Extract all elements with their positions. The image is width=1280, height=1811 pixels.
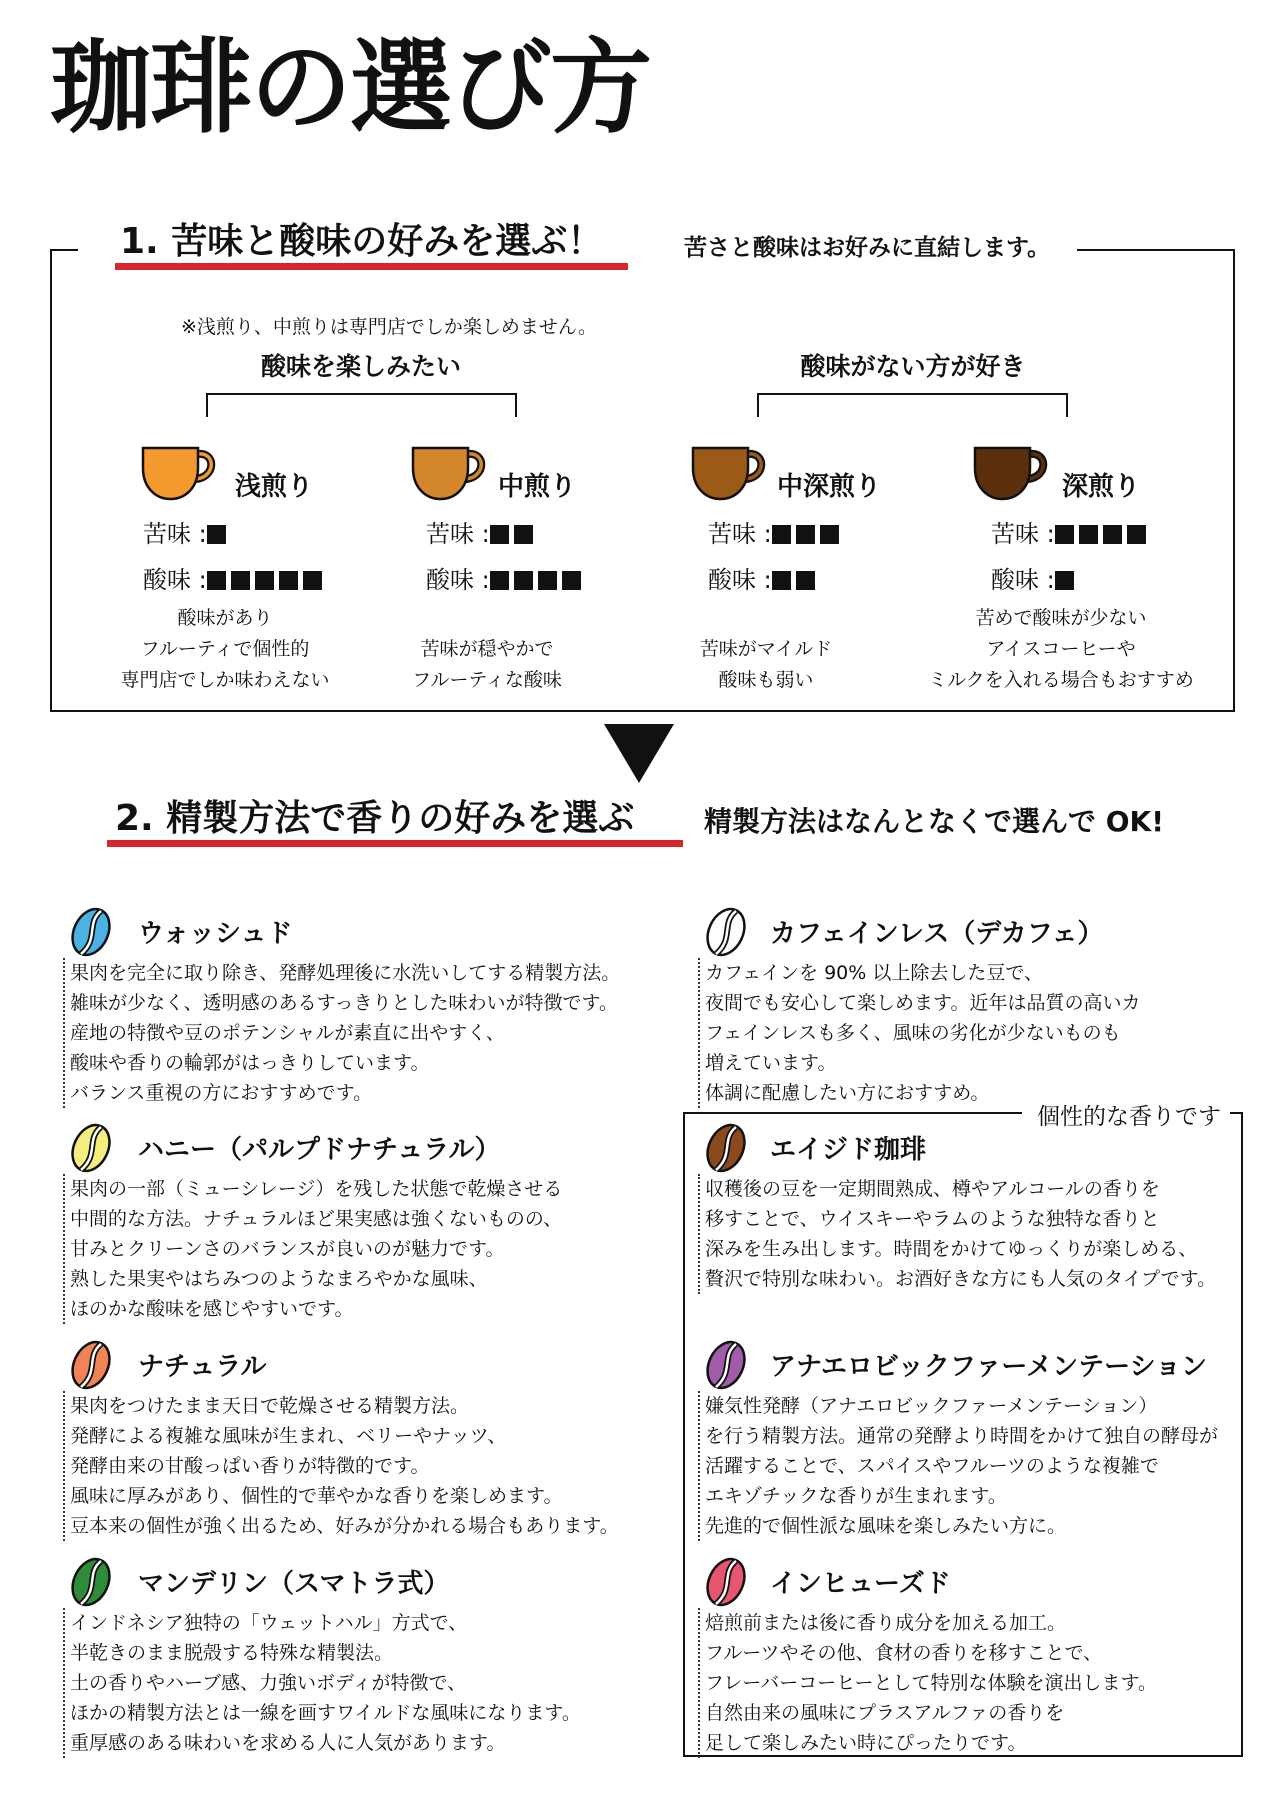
roast-description-line: フルーティな酸味 [412, 669, 562, 691]
coffee-bean-icon [701, 1121, 751, 1175]
aroma-box-top-left [683, 1112, 1022, 1114]
roast-description [85, 603, 365, 696]
method-description [63, 1608, 670, 1758]
method-description [63, 1391, 670, 1541]
acidity-label: 酸味 : [708, 566, 772, 594]
method-description [698, 1174, 1240, 1294]
coffee-bean-icon [66, 1338, 116, 1392]
method-line: フレーバーコーヒーとして特別な体験を演出します。 [705, 1672, 1158, 1694]
method-line: 中間的な方法。ナチュラルほど果実感は強くないものの、 [70, 1208, 563, 1230]
level-square [231, 571, 250, 590]
method-line: 風味に厚みがあり、個性的で華やかな香りを楽しめます。 [70, 1485, 563, 1507]
level-square [207, 525, 226, 544]
coffee-bean-icon [701, 1555, 751, 1609]
bitterness-level [207, 520, 231, 548]
method-line: 移すことで、ウイスキーやラムのような独特な香りと [705, 1208, 1160, 1230]
method-line: フルーツやその他、食材の香りを移すことで、 [705, 1642, 1103, 1664]
method-line: 発酵由来の甘酸っぱい香りが特徴的です。 [70, 1455, 430, 1477]
level-square [820, 525, 839, 544]
method-line: 豆本来の個性が強く出るため、好みが分かれる場合もあります。 [70, 1515, 619, 1537]
group-label-non-acidic: 酸味がない方が好き [800, 352, 1026, 381]
level-square [1079, 525, 1098, 544]
roast-description [347, 603, 627, 696]
bitterness-level [490, 520, 538, 548]
acidity-level [207, 566, 327, 594]
method-line: 雑味が少なく、透明感のあるすっきりとした味わいが特徴です。 [70, 992, 618, 1014]
method-title: エイジド珈琲 [770, 1135, 927, 1165]
method-description [698, 958, 1240, 1108]
bitterness-row [426, 520, 538, 548]
method-title: ナチュラル [138, 1352, 267, 1382]
method-line: 贅沢で特別な味わい。お酒好きな方にも人気のタイプです。 [705, 1268, 1217, 1290]
method-line: インドネシア独特の「ウェットハル」方式で、 [70, 1612, 468, 1634]
level-square [514, 525, 533, 544]
roast-note: ※浅煎り、中煎りは専門店でしか楽しめません。 [181, 316, 598, 338]
method-title: カフェインレス（デカフェ） [770, 919, 1104, 949]
coffee-bean-icon [701, 905, 751, 959]
method-line: 夜間でも安心して楽しめます。近年は品質の高いカ [705, 992, 1141, 1014]
roast-description [626, 603, 906, 696]
group-label-acidic: 酸味を楽しみたい [260, 352, 461, 381]
level-square [207, 571, 226, 590]
method-line: ほかの精製方法とは一線を画すワイルドな風味になります。 [70, 1702, 581, 1724]
method-line: 自然由来の風味にプラスアルファの香りを [705, 1702, 1065, 1724]
down-triangle-icon [604, 724, 674, 783]
coffee-cup-icon [410, 444, 488, 502]
level-square [255, 571, 274, 590]
method-line: カフェインを 90% 以上除去した豆で、 [705, 962, 1043, 984]
level-square [1127, 525, 1146, 544]
method-line: 焙煎前または後に香り成分を加える加工。 [705, 1612, 1067, 1634]
method-line: 土の香りやハーブ感、力強いボディが特徴で、 [70, 1672, 467, 1694]
aroma-box-top-right [1230, 1112, 1243, 1114]
section2-tagline: 精製方法はなんとなくで選んで OK! [704, 805, 1165, 838]
coffee-cup-icon [972, 444, 1050, 502]
roast-box-top-right [1077, 249, 1235, 251]
roast-description-line: 苦味が穏やかで [420, 638, 554, 660]
section1-heading: 1. 苦味と酸味の好みを選ぶ！ [120, 221, 604, 262]
section1-tagline: 苦さと酸味はお好みに直結します。 [684, 235, 1051, 261]
method-line: フェインレスも多く、風味の劣化が少ないものも [705, 1022, 1121, 1044]
roast-description-line: アイスコーヒーや [986, 638, 1136, 660]
method-line: 深みを生み出します。時間をかけてゆっくりが楽しめる、 [705, 1238, 1198, 1260]
method-title: ハニー（パルプドナチュラル） [138, 1135, 501, 1165]
level-square [490, 525, 509, 544]
group-bracket-non-acidic [757, 393, 1068, 417]
method-line: バランス重視の方におすすめです。 [70, 1082, 373, 1104]
method-line: 嫌気性発酵（アナエロビックファーメンテーション） [705, 1395, 1158, 1417]
acidity-row [143, 566, 327, 594]
method-description [698, 1391, 1240, 1541]
method-title: マンデリン（スマトラ式） [138, 1569, 450, 1599]
level-square [538, 571, 557, 590]
acidity-level [490, 566, 586, 594]
method-line: 酸味や香りの輪郭がはっきりしています。 [70, 1052, 430, 1074]
coffee-bean-icon [66, 1555, 116, 1609]
level-square [772, 525, 791, 544]
method-line: 産地の特徴や豆のポテンシャルが素直に出やすく、 [70, 1022, 505, 1044]
roast-name: 中煎り [498, 472, 577, 502]
roast-description-line: 苦めで酸味が少ない [975, 607, 1147, 629]
bitterness-level [772, 520, 844, 548]
level-square [1103, 525, 1122, 544]
method-line: 足して楽しみたい時にぴったりです。 [705, 1732, 1027, 1754]
method-description [63, 958, 670, 1108]
bitterness-label: 苦味 : [991, 520, 1055, 548]
method-title: ウォッシュド [138, 919, 293, 949]
method-title: アナエロビックファーメンテーション [770, 1352, 1208, 1382]
acidity-level [1055, 566, 1079, 594]
roast-description [911, 603, 1211, 696]
method-line: 先進的で個性派な風味を楽しみたい方に。 [705, 1515, 1067, 1537]
method-line: 体調に配慮したい方におすすめ。 [705, 1082, 990, 1104]
bitterness-label: 苦味 : [426, 520, 490, 548]
method-line: 活躍することで、スパイスやフルーツのような複雑で [705, 1455, 1159, 1477]
page-title: 珈琲の選び方 [50, 29, 650, 148]
method-line: 甘みとクリーンさのバランスが良いのが魅力です。 [70, 1238, 505, 1260]
level-square [1055, 525, 1074, 544]
method-line: 重厚感のある味わいを求める人に人気があります。 [70, 1732, 506, 1754]
acidity-row [991, 566, 1079, 594]
method-line: を行う精製方法。通常の発酵より時間をかけて独自の酵母が [705, 1425, 1219, 1447]
method-line: 半乾きのまま脱殻する特殊な精製法。 [70, 1642, 394, 1664]
roast-name: 中深煎り [777, 472, 882, 502]
roast-description-line: フルーティで個性的 [140, 638, 310, 660]
level-square [1055, 571, 1074, 590]
level-square [796, 525, 815, 544]
level-square [279, 571, 298, 590]
method-line: 果肉を完全に取り除き、発酵処理後に水洗いしてする精製方法。 [70, 962, 621, 984]
acidity-row [708, 566, 820, 594]
acidity-row [426, 566, 586, 594]
bitterness-label: 苦味 : [143, 520, 207, 548]
acidity-label: 酸味 : [426, 566, 490, 594]
coffee-cup-icon [690, 444, 768, 502]
roast-description-line: 酸味も弱い [718, 669, 814, 691]
method-line: 熟した果実やはちみつのようなまろやかな風味、 [70, 1268, 488, 1290]
section2-heading: 2. 精製方法で香りの好みを選ぶ [115, 798, 635, 839]
method-line: 発酵による複雑な風味が生まれ、ベリーやナッツ、 [70, 1425, 507, 1447]
method-description [698, 1608, 1240, 1758]
roast-name: 深煎り [1062, 472, 1141, 502]
method-line: 果肉をつけたまま天日で乾燥させる精製方法。 [70, 1395, 470, 1417]
section2-heading-underline [107, 840, 683, 847]
level-square [796, 571, 815, 590]
level-square [490, 571, 509, 590]
roast-description-line: 専門店でしか味わえない [120, 669, 330, 691]
method-line: 収穫後の豆を一定期間熟成、樽やアルコールの香りを [705, 1178, 1160, 1200]
method-line: エキゾチックな香りが生まれます。 [705, 1485, 1007, 1507]
method-description [63, 1174, 670, 1324]
group-bracket-acidic [206, 393, 517, 417]
level-square [514, 571, 533, 590]
coffee-bean-icon [66, 1121, 116, 1175]
method-title: インヒューズド [770, 1569, 951, 1599]
acidity-label: 酸味 : [991, 566, 1055, 594]
acidity-label: 酸味 : [143, 566, 207, 594]
method-line: 増えています。 [705, 1052, 837, 1074]
method-line: ほのかな酸味を感じやすいです。 [70, 1298, 354, 1320]
roast-description-line: 苦味がマイルド [699, 638, 833, 660]
bitterness-label: 苦味 : [708, 520, 772, 548]
roast-description-line: ミルクを入れる場合もおすすめ [928, 669, 1194, 691]
bitterness-row [991, 520, 1151, 548]
method-line: 果肉の一部（ミューシレージ）を残した状態で乾燥させる [70, 1178, 563, 1200]
aroma-box-label: 個性的な香りです [1037, 1104, 1221, 1130]
level-square [303, 571, 322, 590]
section1-heading-underline [115, 263, 628, 270]
bitterness-row [708, 520, 844, 548]
acidity-level [772, 566, 820, 594]
coffee-bean-icon [701, 1338, 751, 1392]
level-square [772, 571, 791, 590]
bitterness-level [1055, 520, 1151, 548]
coffee-cup-icon [140, 444, 218, 502]
bitterness-row [143, 520, 231, 548]
roast-name: 浅煎り [235, 472, 314, 502]
coffee-bean-icon [66, 905, 116, 959]
level-square [562, 571, 581, 590]
roast-description-line: 酸味があり [177, 607, 273, 629]
roast-box-top-left [50, 249, 78, 251]
